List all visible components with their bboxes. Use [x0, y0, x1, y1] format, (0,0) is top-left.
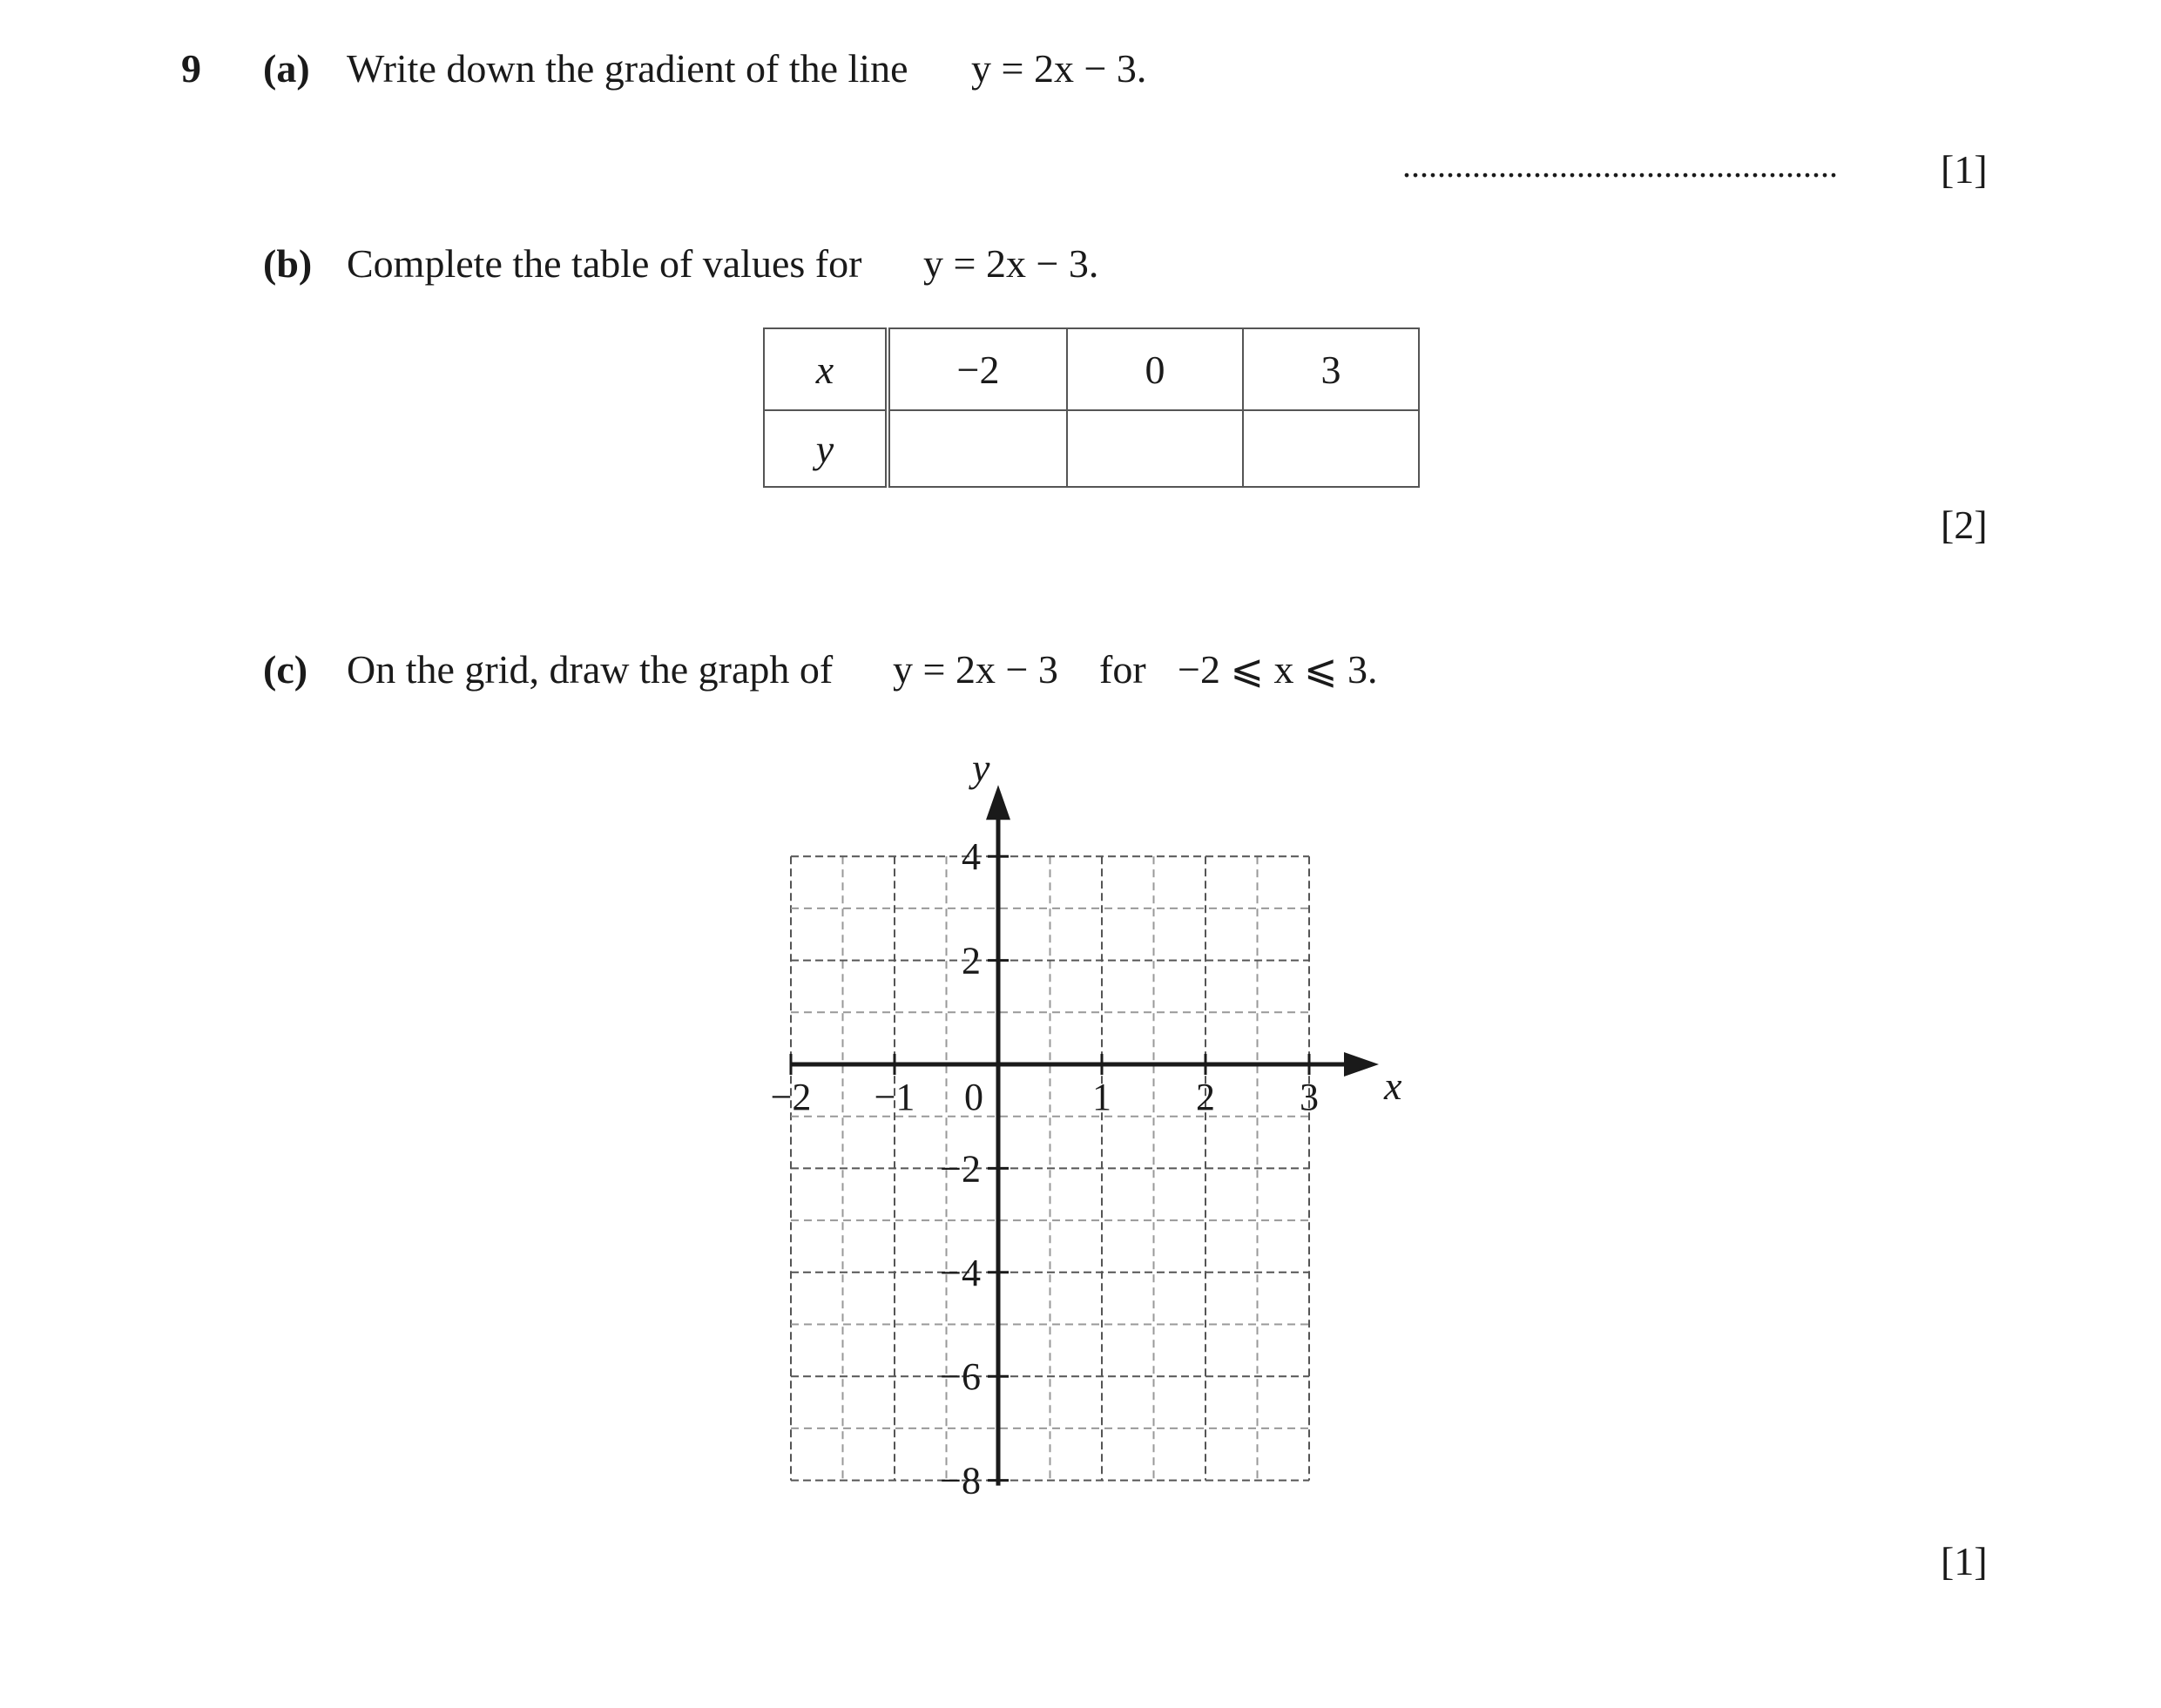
table-cell-x-label: x	[764, 328, 888, 410]
y-tick-label: −4	[940, 1251, 981, 1294]
part-a-equation: y = 2x − 3.	[971, 46, 1147, 91]
y-tick-label: −6	[940, 1355, 981, 1399]
part-a-marks: [1]	[1941, 147, 1988, 192]
table-cell-x-value: 3	[1243, 328, 1419, 410]
axes	[791, 785, 1379, 1485]
part-b-label: (b)	[263, 241, 313, 286]
y-tick-label: 2	[962, 939, 981, 982]
part-c-label: (c)	[263, 647, 308, 692]
grid-lines	[791, 856, 1309, 1480]
y-tick-label: −8	[940, 1459, 981, 1502]
x-axis-label: x	[1384, 1063, 1402, 1108]
table-cell-x-value: 0	[1067, 328, 1243, 410]
table-cell-y-label: y	[764, 410, 888, 487]
x-tick-label: −1	[874, 1076, 915, 1118]
part-b-marks: [2]	[1941, 503, 1988, 547]
part-c-equation: y = 2x − 3	[893, 647, 1058, 692]
part-a-label: (a)	[263, 46, 310, 91]
x-tick-label: 0	[964, 1076, 983, 1118]
x-tick-label: 3	[1300, 1076, 1319, 1118]
part-c-text: On the grid, draw the graph of	[347, 647, 834, 692]
x-axis-arrow-icon	[1344, 1052, 1379, 1077]
part-c-for: for	[1099, 647, 1146, 692]
part-b-text: Complete the table of values for	[347, 241, 862, 286]
part-a-answer-line[interactable]: ..................................................	[1402, 145, 1838, 185]
part-c-range: −2 ⩽ x ⩽ 3.	[1178, 647, 1378, 692]
x-tick-label: 1	[1092, 1076, 1111, 1118]
y-tick-label: 4	[962, 835, 981, 879]
y-axis-label: y	[972, 746, 990, 791]
x-tick-label: 2	[1196, 1076, 1215, 1118]
y-tick-label: −2	[940, 1147, 981, 1191]
part-c-marks: [1]	[1941, 1539, 1988, 1583]
part-a-text: Write down the gradient of the line	[347, 46, 908, 91]
question-number: 9	[181, 46, 201, 91]
x-tick-label: −2	[770, 1076, 812, 1118]
table-cell-x-value: −2	[888, 328, 1067, 410]
part-b-equation: y = 2x − 3.	[923, 241, 1099, 286]
